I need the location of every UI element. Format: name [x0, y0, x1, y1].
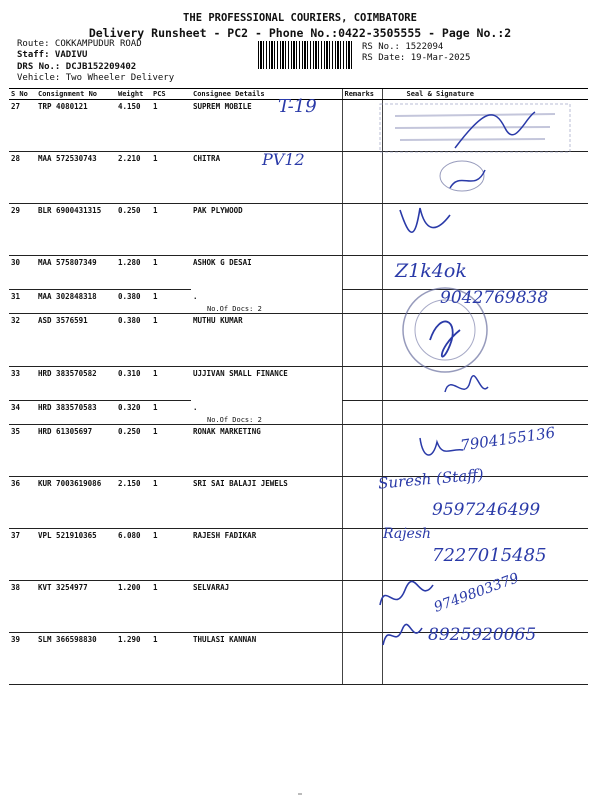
drs-value: DCJB152209402	[65, 62, 137, 72]
company-name: THE PROFESSIONAL COURIERS, COIMBATORE	[183, 12, 417, 24]
route-label: Route: COKKAMPUDUR ROAD	[17, 39, 142, 49]
cell-consignment: KUR 7003619086	[36, 477, 116, 529]
cell-sno: 37	[9, 529, 36, 581]
consignee-name: .	[193, 291, 198, 301]
runsheet-title: Delivery Runsheet - PC2 - Phone No.:0422-3505555 - Page No.:2	[88, 26, 512, 40]
docs-count: No.Of Docs: 2	[207, 415, 262, 424]
cell-signature	[382, 290, 588, 314]
page-mark	[298, 793, 302, 795]
cell-consignment: HRD 61305697	[36, 425, 116, 477]
cell-remarks	[342, 204, 382, 256]
cell-remarks	[342, 401, 382, 425]
cell-sno: 36	[9, 477, 36, 529]
cell-consignment: MAA 572530743	[36, 152, 116, 204]
cell-remarks	[342, 633, 382, 685]
rs-date: RS Date: 19-Mar-2025	[362, 53, 471, 63]
cell-signature	[382, 581, 588, 633]
drs-label: DRS No.:	[17, 62, 61, 72]
cell-consignee	[191, 290, 342, 314]
docs-count: No.Of Docs: 2	[207, 304, 262, 313]
cell-weight: 1.290	[116, 633, 151, 685]
cell-pcs: 1	[151, 425, 191, 477]
handwriting-r39: 8925920065	[428, 625, 537, 645]
cell-consignment: SLM 366598830	[36, 633, 116, 685]
col-pcs: PCS	[151, 89, 191, 100]
cell-pcs: 1	[151, 633, 191, 685]
handwriting-r37b: 7227015485	[432, 545, 547, 566]
table-row	[9, 367, 588, 401]
cell-consignee: SUPREM MOBILE	[191, 100, 342, 152]
table-row	[9, 425, 588, 477]
handwriting-r27: T-19	[278, 96, 317, 117]
cell-consignment: BLR 6900431315	[36, 204, 116, 256]
handwriting-r37a: Rajesh	[383, 526, 432, 542]
handwriting-r28: PV12	[262, 150, 305, 169]
cell-pcs: 1	[151, 152, 191, 204]
table-row	[9, 256, 588, 290]
cell-pcs: 1	[151, 314, 191, 367]
cell-consignee: ASHOK G DESAI	[193, 258, 252, 267]
cell-consignee: RAJESH FADIKAR	[191, 529, 342, 581]
handwriting-r36a: Suresh (Staff)	[377, 465, 485, 493]
cell-sno: 31	[9, 290, 36, 314]
cell-sno: 39	[9, 633, 36, 685]
cell-consignee: RONAK MARKETING	[191, 425, 342, 477]
cell-weight: 0.320	[116, 401, 151, 425]
col-sno: S No	[9, 89, 36, 100]
cell-remarks	[342, 477, 382, 529]
cell-sno: 38	[9, 581, 36, 633]
cell-consignment: TRP 4080121	[36, 100, 116, 152]
handwriting-r35: 7904155136	[459, 423, 557, 455]
cell-sno: 33	[9, 367, 36, 401]
cell-sno: 34	[9, 401, 36, 425]
cell-pcs: 1	[151, 100, 191, 152]
col-consignee: Consignee Details	[191, 89, 342, 100]
col-weight: Weight	[116, 89, 151, 100]
cell-consignment: ASD 3576591	[36, 314, 116, 367]
cell-pcs: 1	[151, 581, 191, 633]
cell-weight: 6.080	[116, 529, 151, 581]
table-row	[9, 529, 588, 581]
cell-sno: 30	[9, 256, 36, 290]
cell-signature	[382, 256, 588, 290]
cell-signature	[382, 401, 588, 425]
col-remarks: Remarks	[342, 89, 382, 100]
cell-consignee: THULASI KANNAN	[191, 633, 342, 685]
cell-consignment: KVT 3254977	[36, 581, 116, 633]
cell-consignment: VPL 521910365	[36, 529, 116, 581]
rs-number: RS No.: 1522094	[362, 42, 444, 52]
col-consignment: Consignment No	[36, 89, 116, 100]
table-row	[9, 100, 588, 152]
cell-consignment: HRD 383570583	[36, 401, 116, 425]
cell-consignee: CHITRA	[191, 152, 342, 204]
barcode	[258, 41, 353, 69]
cell-remarks	[342, 100, 382, 152]
table-row	[9, 581, 588, 633]
cell-pcs: 1	[151, 529, 191, 581]
cell-consignee: PAK PLYWOOD	[191, 204, 342, 256]
table-row	[9, 290, 588, 314]
cell-consignee: MUTHU KUMAR	[191, 314, 342, 367]
cell-signature	[382, 633, 588, 685]
handwriting-r30a: Z1k4ok	[395, 260, 467, 282]
cell-remarks	[342, 425, 382, 477]
drs-number	[17, 62, 136, 72]
cell-weight: 4.150	[116, 100, 151, 152]
cell-remarks	[342, 529, 382, 581]
cell-signature	[382, 314, 588, 367]
staff-label: Staff: VADIVU	[17, 50, 88, 60]
cell-remarks	[342, 152, 382, 204]
cell-consignee: SELVARAJ	[191, 581, 342, 633]
cell-sno: 28	[9, 152, 36, 204]
cell-weight: 2.150	[116, 477, 151, 529]
cell-consignee: UJJIVAN SMALL FINANCE	[193, 369, 288, 378]
cell-signature	[382, 529, 588, 581]
cell-weight: 0.380	[116, 314, 151, 367]
vehicle-label: Vehicle: Two Wheeler Delivery	[17, 73, 175, 83]
col-signature: Seal & Signature	[382, 89, 588, 100]
consignee-name: .	[193, 402, 198, 412]
cell-signature	[382, 477, 588, 529]
runsheet-table	[9, 88, 588, 685]
table-header	[9, 89, 588, 100]
cell-consignee	[191, 401, 342, 425]
cell-weight: 1.200	[116, 581, 151, 633]
cell-sno: 35	[9, 425, 36, 477]
cell-weight: 0.250	[116, 425, 151, 477]
cell-pcs: 1	[151, 477, 191, 529]
cell-remarks	[342, 290, 382, 314]
handwriting-r30b: 9042769838	[440, 288, 549, 308]
cell-weight: 1.280	[116, 256, 151, 290]
cell-signature	[382, 367, 588, 401]
cell-weight: 0.380	[116, 290, 151, 314]
cell-remarks	[342, 256, 382, 290]
cell-consignee: SRI SAI BALAJI JEWELS	[191, 477, 342, 529]
cell-remarks	[342, 581, 382, 633]
handwriting-r36b: 9597246499	[432, 500, 541, 520]
cell-sno: 32	[9, 314, 36, 367]
cell-pcs: 1	[151, 401, 191, 425]
cell-remarks	[342, 367, 382, 401]
cell-pcs: 1	[151, 204, 191, 256]
cell-consignment: MAA 302848318	[36, 290, 116, 314]
table-row	[9, 152, 588, 204]
cell-signature	[382, 204, 588, 256]
cell-weight: 0.250	[116, 204, 151, 256]
cell-consignment: MAA 575807349	[36, 256, 116, 290]
table-row	[9, 401, 588, 425]
cell-signature	[382, 152, 588, 204]
cell-consignment: HRD 383570582	[36, 367, 116, 401]
cell-weight: 0.310	[116, 367, 151, 401]
cell-remarks	[342, 314, 382, 367]
table-row	[9, 314, 588, 367]
cell-pcs: 1	[151, 290, 191, 314]
cell-signature	[382, 100, 588, 152]
table-row	[9, 633, 588, 685]
handwriting-r38: 9749803379	[431, 570, 522, 616]
cell-sno: 29	[9, 204, 36, 256]
table-row	[9, 204, 588, 256]
cell-pcs: 1	[151, 256, 191, 290]
cell-weight: 2.210	[116, 152, 151, 204]
cell-sno: 27	[9, 100, 36, 152]
cell-signature	[382, 425, 588, 477]
cell-pcs: 1	[151, 367, 191, 401]
table-row	[9, 477, 588, 529]
